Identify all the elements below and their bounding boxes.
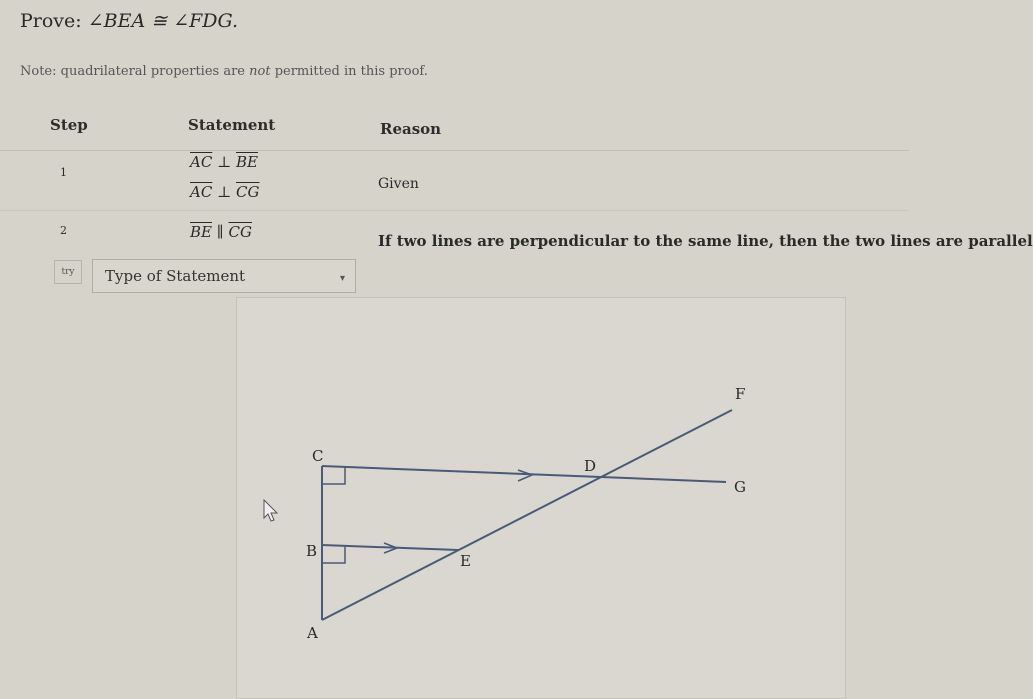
- segment-ac: $\overline{AC}$: [190, 183, 213, 201]
- segment-be: $\overline{BE}$: [190, 223, 212, 241]
- step-1: 1: [60, 166, 67, 179]
- header-step: Step: [50, 116, 88, 134]
- perp-symbol: ⊥: [217, 183, 232, 201]
- note-suffix: permitted in this proof.: [270, 64, 428, 79]
- label-g: G: [734, 478, 746, 496]
- arrow-cg: [518, 470, 532, 481]
- step-2: 2: [60, 224, 67, 237]
- perp-symbol: ⊥: [217, 153, 232, 171]
- label-a: A: [307, 624, 318, 642]
- prove-label: Prove:: [20, 10, 82, 32]
- right-angle-b: [322, 546, 345, 563]
- label-d: D: [584, 457, 597, 475]
- segment-cg: $\overline{CG}$: [228, 223, 252, 241]
- reason-2[interactable]: If two lines are perpendicular to the same line, then the two lines are parallel: [378, 232, 1033, 250]
- segment-ac: $\overline{AC}$: [190, 153, 213, 171]
- label-e: E: [460, 552, 471, 570]
- header-statement: Statement: [188, 116, 276, 134]
- cursor-icon: [264, 500, 277, 521]
- segment-be: $\overline{BE}$: [235, 153, 258, 171]
- right-angle-c: [322, 466, 345, 484]
- line-af: [322, 410, 732, 620]
- label-b: B: [306, 542, 318, 560]
- header-reason: Reason: [380, 120, 442, 138]
- parallel-symbol: ∥: [216, 223, 224, 241]
- chevron-down-icon: ▾: [339, 273, 345, 284]
- label-c: C: [312, 447, 324, 465]
- segment-cg: $\overline{CG}$: [235, 183, 260, 201]
- try-button[interactable]: try: [54, 260, 82, 284]
- note-emph: not: [249, 64, 271, 79]
- prove-goal: ∠BEA ≅ ∠FDG.: [87, 10, 239, 32]
- label-f: F: [735, 385, 746, 403]
- note-prefix: Note: quadrilateral properties are: [20, 64, 250, 79]
- reason-1[interactable]: Given: [378, 176, 419, 192]
- line-cg: [322, 466, 726, 482]
- select-value: Type of Statement: [105, 267, 246, 285]
